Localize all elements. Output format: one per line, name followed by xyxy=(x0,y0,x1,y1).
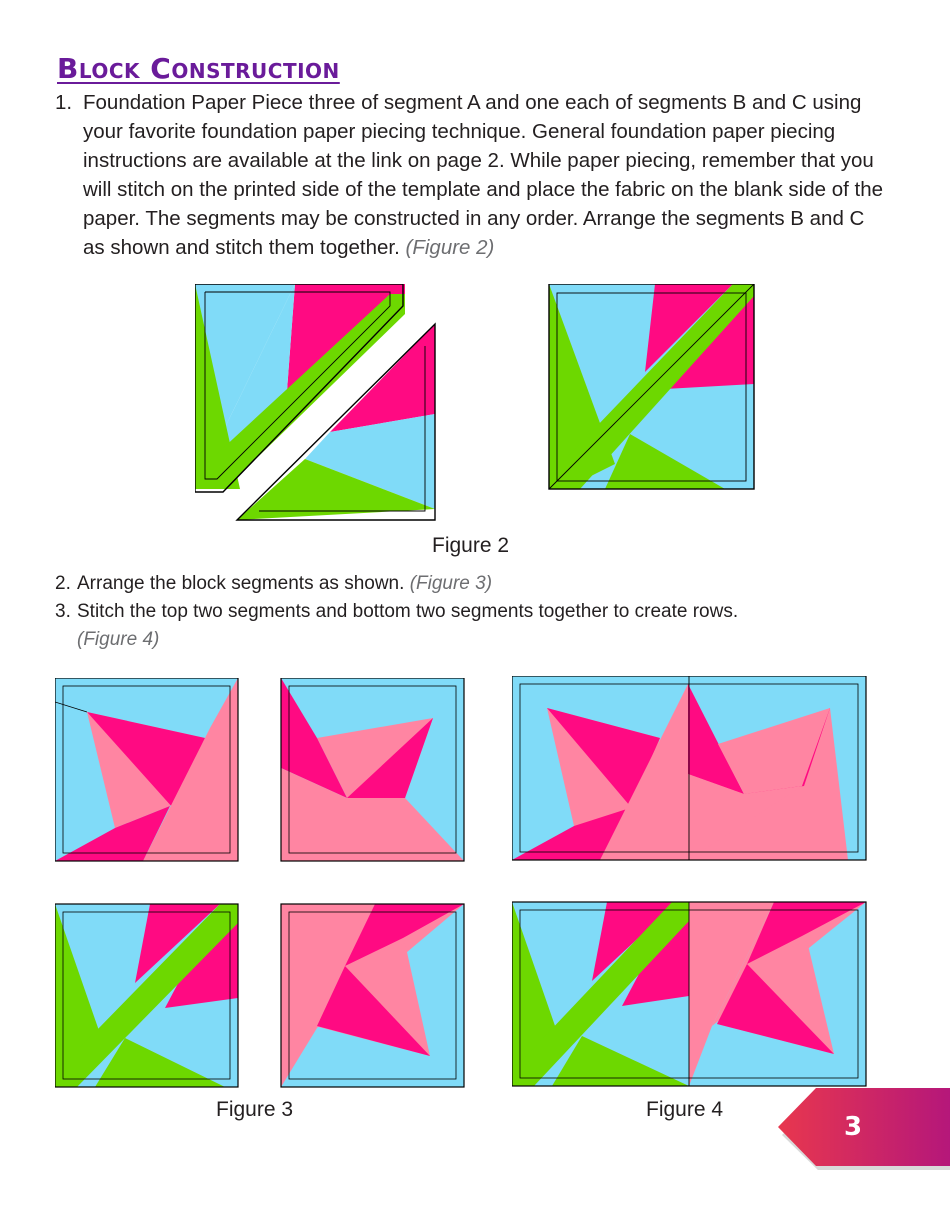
step-number: 3. xyxy=(55,601,71,622)
segment-b-bottom-left xyxy=(55,904,238,1087)
instruction-step-2 xyxy=(55,570,895,598)
figure-3-illustration xyxy=(55,678,465,1088)
segments-b-c-joined xyxy=(549,284,754,489)
instruction-step-3 xyxy=(55,598,895,654)
step-number: 1. xyxy=(55,91,73,114)
row-top xyxy=(512,676,866,860)
figure-reference: (Figure 4) xyxy=(77,629,160,650)
instruction-steps-2-3 xyxy=(55,570,895,654)
segment-a-bottom-right xyxy=(281,904,464,1087)
section-heading: Block Construction xyxy=(57,52,340,85)
row-bottom xyxy=(512,902,866,1086)
segment-a-top-right xyxy=(281,678,464,861)
figure-3-caption: Figure 3 xyxy=(216,1098,294,1121)
figure-2-caption: Figure 2 xyxy=(432,534,510,557)
figure-4-illustration xyxy=(512,676,868,1088)
figure-reference: (Figure 3) xyxy=(409,573,493,594)
step-number: 2. xyxy=(55,573,71,594)
figure-4-caption: Figure 4 xyxy=(646,1098,724,1121)
step-text: Foundation Paper Piece three of segment A and one each of segments B and C using your favorite foundation paper piecing technique. General foundation paper piecing instructions are available at the link on page 2. While paper piecing, remember that you will stitch on the printed side of the template and place the fabric on the blank side of the paper. The segments may be constructed in any order. Arrange the segments B and C as shown and stitch them together. (Figure 2) xyxy=(83,91,883,259)
figure-reference: (Figure 2) xyxy=(405,236,495,259)
instruction-step-1 xyxy=(55,88,885,262)
step-text: Stitch the top two segments and bottom two segments together to create rows. xyxy=(77,601,739,622)
figure-2-illustration xyxy=(195,284,760,524)
segment-a-top-left xyxy=(55,678,238,861)
page-number: 3 xyxy=(843,1112,863,1142)
step-text: Arrange the block segments as shown. xyxy=(77,573,405,594)
